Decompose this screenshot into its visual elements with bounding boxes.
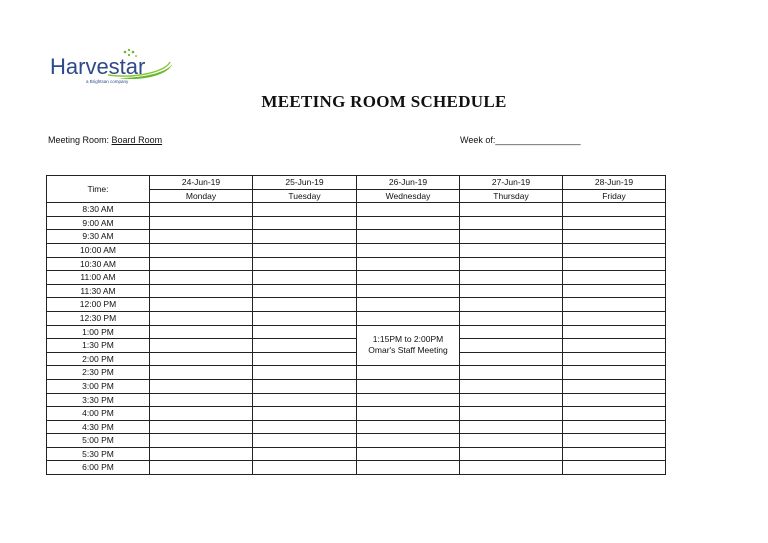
table-row [47, 271, 666, 285]
time-header: Time: [47, 176, 150, 203]
schedule-cell-wednesday [357, 203, 460, 217]
schedule-cell-wednesday [357, 311, 460, 325]
schedule-table [46, 175, 666, 475]
schedule-cell-tuesday [253, 339, 357, 353]
schedule-cell-thursday [460, 366, 563, 380]
table-row [47, 352, 666, 366]
table-row [47, 284, 666, 298]
table-row [47, 257, 666, 271]
time-slot-label: 5:00 PM [47, 434, 150, 448]
table-row [47, 339, 666, 353]
date-thursday: 27-Jun-19 [460, 176, 563, 190]
schedule-cell-monday [150, 284, 253, 298]
table-row [47, 243, 666, 257]
time-slot-label: 12:00 PM [47, 298, 150, 312]
schedule-cell-friday [563, 284, 666, 298]
schedule-cell-tuesday [253, 271, 357, 285]
schedule-cell-wednesday [357, 447, 460, 461]
table-row [47, 203, 666, 217]
schedule-cell-wednesday [357, 379, 460, 393]
schedule-cell-friday [563, 379, 666, 393]
schedule-cell-friday [563, 366, 666, 380]
table-row [47, 461, 666, 475]
schedule-cell-tuesday [253, 352, 357, 366]
schedule-cell-monday [150, 311, 253, 325]
schedule-cell-thursday [460, 420, 563, 434]
time-slot-label: 8:30 AM [47, 203, 150, 217]
table-row [47, 447, 666, 461]
table-row [47, 393, 666, 407]
harvestar-logo [48, 48, 178, 90]
time-slot-label: 11:30 AM [47, 284, 150, 298]
schedule-cell-thursday [460, 203, 563, 217]
schedule-cell-thursday [460, 434, 563, 448]
table-row [47, 379, 666, 393]
schedule-cell-wednesday [357, 271, 460, 285]
meeting-room-value: Board Room [111, 135, 163, 145]
time-slot-label: 5:30 PM [47, 447, 150, 461]
schedule-cell-wednesday [357, 393, 460, 407]
schedule-cell-friday [563, 311, 666, 325]
schedule-cell-thursday [460, 461, 563, 475]
company-logo [48, 48, 178, 90]
schedule-cell-thursday [460, 298, 563, 312]
logo-tagline: a Brightsan company [86, 79, 129, 84]
schedule-cell-monday [150, 298, 253, 312]
date-row [47, 176, 666, 190]
schedule-cell-tuesday [253, 461, 357, 475]
schedule-cell-monday [150, 447, 253, 461]
schedule-cell-monday [150, 366, 253, 380]
table-row [47, 298, 666, 312]
schedule-cell-monday [150, 339, 253, 353]
schedule-cell-tuesday [253, 447, 357, 461]
schedule-cell-monday [150, 379, 253, 393]
schedule-cell-wednesday [357, 434, 460, 448]
schedule-cell-friday [563, 203, 666, 217]
schedule-cell-tuesday [253, 216, 357, 230]
day-friday: Friday [563, 189, 666, 203]
schedule-cell-thursday [460, 352, 563, 366]
day-wednesday: Wednesday [357, 189, 460, 203]
schedule-cell-friday [563, 325, 666, 339]
schedule-cell-thursday [460, 216, 563, 230]
table-row [47, 434, 666, 448]
schedule-cell-friday [563, 407, 666, 421]
schedule-cell-tuesday [253, 284, 357, 298]
schedule-cell-tuesday [253, 325, 357, 339]
schedule-cell-tuesday [253, 230, 357, 244]
schedule-cell-friday [563, 339, 666, 353]
day-tuesday: Tuesday [253, 189, 357, 203]
schedule-cell-tuesday [253, 366, 357, 380]
logo-text: Harvestar [50, 54, 146, 79]
schedule-cell-tuesday [253, 393, 357, 407]
schedule-cell-friday [563, 230, 666, 244]
schedule-cell-thursday [460, 393, 563, 407]
week-of-line [460, 135, 580, 145]
schedule-cell-thursday [460, 257, 563, 271]
date-wednesday: 26-Jun-19 [357, 176, 460, 190]
schedule-cell-wednesday [357, 216, 460, 230]
schedule-cell-wednesday [357, 243, 460, 257]
time-slot-label: 6:00 PM [47, 461, 150, 475]
schedule-cell-friday [563, 243, 666, 257]
schedule-cell-friday [563, 257, 666, 271]
schedule-cell-thursday [460, 339, 563, 353]
schedule-cell-wednesday [357, 284, 460, 298]
time-slot-label: 11:00 AM [47, 271, 150, 285]
table-row [47, 325, 666, 339]
table-row [47, 420, 666, 434]
meeting-room-line [48, 135, 162, 145]
time-slot-label: 9:00 AM [47, 216, 150, 230]
time-slot-label: 4:00 PM [47, 407, 150, 421]
schedule-cell-monday [150, 203, 253, 217]
schedule-cell-tuesday [253, 257, 357, 271]
time-slot-label: 1:00 PM [47, 325, 150, 339]
schedule-cell-monday [150, 257, 253, 271]
schedule-cell-friday [563, 461, 666, 475]
schedule-cell-thursday [460, 230, 563, 244]
time-slot-label: 4:30 PM [47, 420, 150, 434]
time-slot-label: 3:30 PM [47, 393, 150, 407]
schedule-cell-monday [150, 243, 253, 257]
schedule-cell-tuesday [253, 311, 357, 325]
schedule-cell-tuesday [253, 379, 357, 393]
time-slot-label: 9:30 AM [47, 230, 150, 244]
schedule-cell-friday [563, 434, 666, 448]
schedule-cell-thursday [460, 325, 563, 339]
date-tuesday: 25-Jun-19 [253, 176, 357, 190]
meeting-room-label: Meeting Room: [48, 135, 110, 145]
schedule-cell-monday [150, 393, 253, 407]
schedule-cell-friday [563, 393, 666, 407]
day-thursday: Thursday [460, 189, 563, 203]
schedule-cell-thursday [460, 379, 563, 393]
schedule-cell-thursday [460, 311, 563, 325]
time-slot-label: 2:30 PM [47, 366, 150, 380]
meeting-title: Omar's Staff Meeting [368, 345, 448, 356]
schedule-cell-monday [150, 461, 253, 475]
meeting-entry [357, 325, 460, 366]
schedule-cell-wednesday [357, 366, 460, 380]
schedule-cell-monday [150, 352, 253, 366]
table-row [47, 216, 666, 230]
schedule-cell-wednesday [357, 420, 460, 434]
week-of-label: Week of: [460, 135, 496, 145]
schedule-cell-monday [150, 434, 253, 448]
schedule-cell-tuesday [253, 420, 357, 434]
schedule-cell-wednesday [357, 461, 460, 475]
time-slot-label: 1:30 PM [47, 339, 150, 353]
schedule-cell-monday [150, 325, 253, 339]
schedule-cell-friday [563, 447, 666, 461]
schedule-cell-monday [150, 216, 253, 230]
schedule-cell-thursday [460, 447, 563, 461]
page-title: MEETING ROOM SCHEDULE [261, 92, 507, 111]
schedule-cell-monday [150, 407, 253, 421]
table-row [47, 230, 666, 244]
time-slot-label: 12:30 PM [47, 311, 150, 325]
schedule-cell-wednesday [357, 257, 460, 271]
schedule-cell-friday [563, 216, 666, 230]
schedule-cell-wednesday [357, 407, 460, 421]
table-row [47, 366, 666, 380]
schedule-cell-friday [563, 271, 666, 285]
schedule-cell-tuesday [253, 203, 357, 217]
date-monday: 24-Jun-19 [150, 176, 253, 190]
date-friday: 28-Jun-19 [563, 176, 666, 190]
time-slot-label: 3:00 PM [47, 379, 150, 393]
schedule-cell-tuesday [253, 434, 357, 448]
schedule-cell-friday [563, 298, 666, 312]
schedule-cell-thursday [460, 243, 563, 257]
day-monday: Monday [150, 189, 253, 203]
table-row [47, 311, 666, 325]
schedule-cell-wednesday [357, 298, 460, 312]
schedule-cell-monday [150, 271, 253, 285]
schedule-cell-wednesday [357, 230, 460, 244]
schedule-cell-friday [563, 420, 666, 434]
meeting-time: 1:15PM to 2:00PM [372, 334, 444, 345]
schedule-cell-thursday [460, 407, 563, 421]
schedule-cell-friday [563, 352, 666, 366]
schedule-cell-monday [150, 420, 253, 434]
schedule-cell-thursday [460, 271, 563, 285]
schedule-cell-monday [150, 230, 253, 244]
schedule-cell-thursday [460, 284, 563, 298]
schedule-cell-tuesday [253, 243, 357, 257]
schedule-cell-tuesday [253, 298, 357, 312]
schedule-cell-tuesday [253, 407, 357, 421]
table-row [47, 407, 666, 421]
time-slot-label: 10:30 AM [47, 257, 150, 271]
time-slot-label: 10:00 AM [47, 243, 150, 257]
time-slot-label: 2:00 PM [47, 352, 150, 366]
week-of-blank: _________________ [495, 135, 581, 145]
